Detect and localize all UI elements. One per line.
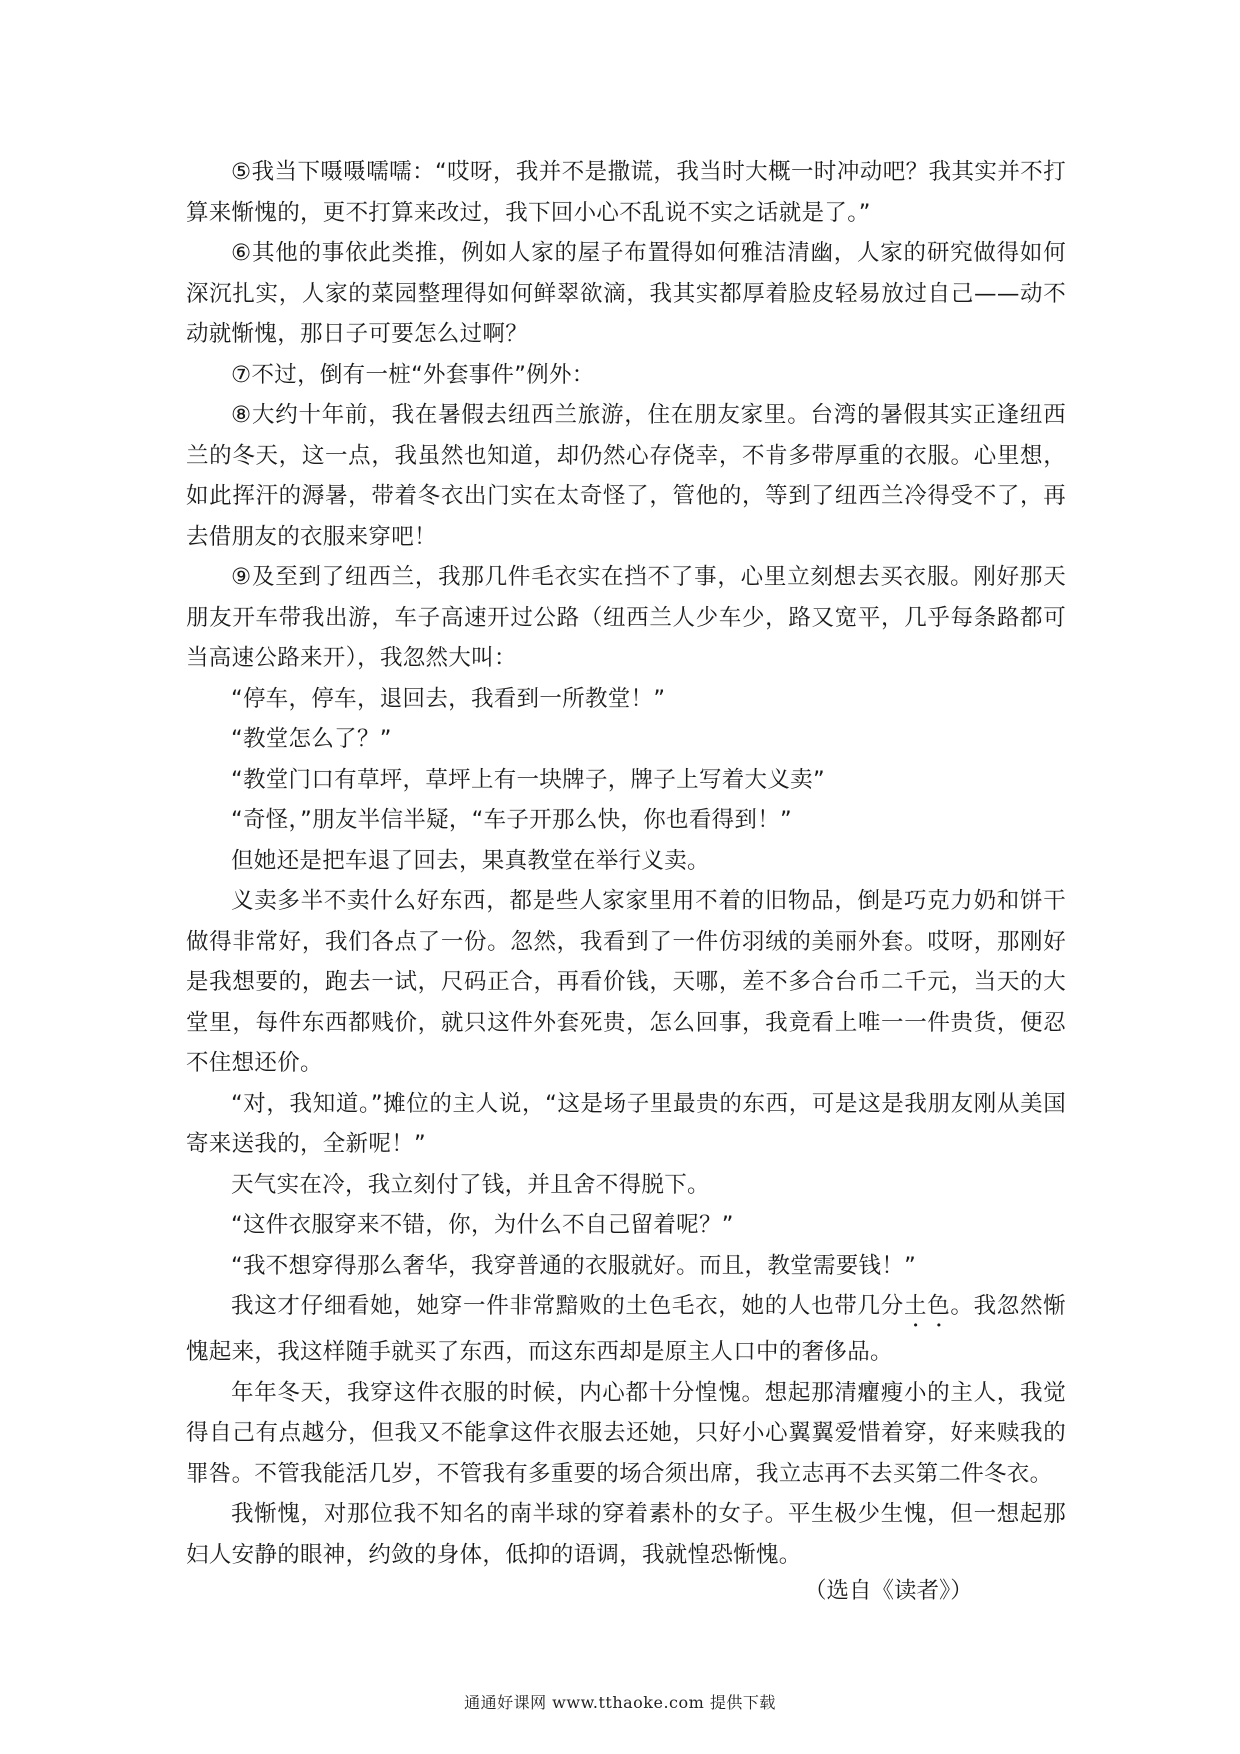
paragraph-text: 我这才仔细看她，她穿一件非常黯败的土色毛衣，她的人也带几分	[231, 1293, 904, 1319]
dialogue-line: “停车，停车，退回去，我看到一所教堂！”	[231, 685, 666, 712]
dialogue-line: “我不想穿得那么奢华，我穿普通的衣服就好。而且，教堂需要钱！”	[231, 1252, 917, 1279]
paragraph-9: ⑨及至到了纽西兰，我那几件毛衣实在挡不了事，心里立刻想去买衣服。刚好那天朋友开车带我出游，车子高速开过公路（纽西兰人少车少，路又宽平，几乎每条路都可当高速公路来开），我忽然大叫：	[186, 564, 1066, 671]
paragraph: 天气实在冷，我立刻付了钱，并且舍不得脱下。	[231, 1171, 710, 1198]
paragraph-5: ⑤我当下嗫嗫嚅嚅：“哎呀，我并不是撒谎，我当时大概一时冲动吧？我其实并不打算来惭愧的，更不打算来改过，我下回小心不乱说不实之话就是了。”	[186, 159, 1066, 226]
dialogue-line: “教堂怎么了？”	[231, 726, 392, 752]
emphasized-word: 土色	[903, 1293, 951, 1319]
dialogue-line: “教堂门口有草坪，草坪上有一块牌子，牌子上写着大义卖”	[231, 766, 825, 793]
dialogue-line: “这件衣服穿来不错，你，为什么不自己留着呢？”	[231, 1212, 734, 1238]
paragraph-8: ⑧大约十年前，我在暑假去纽西兰旅游，住在朋友家里。台湾的暑假其实正逢纽西兰的冬天，这一点，我虽然也知道，却仍然心存侥幸，不肯多带厚重的衣服。心里想，如此挥汗的溽暑，带着冬衣出门实在太奇怪了，管他的，等到了纽西兰冷得受不了，再去借朋友的衣服来穿吧！	[186, 402, 1066, 550]
dialogue-line: “对，我知道。”摊位的主人说，“这是场子里最贵的东西，可是这是我朋友刚从美国寄来送我的，全新呢！”	[186, 1090, 1066, 1157]
paragraph: 年年冬天，我穿这件衣服的时候，内心都十分惶愧。想起那清癯瘦小的主人，我觉得自己有点越分，但我又不能拿这件衣服去还她，只好小心翼翼爱惜着穿，好来赎我的罪咎。不管我能活几岁，不管我有多重要的场合须出席，我立志再不去买第二件冬衣。	[186, 1379, 1066, 1487]
paragraph-emphasis	[186, 1286, 1066, 1373]
article-body	[186, 152, 1066, 1575]
paragraph: 义卖多半不卖什么好东西，都是些人家家里用不着的旧物品，倒是巧克力奶和饼干做得非常好，我们各点了一份。忽然，我看到了一件仿羽绒的美丽外套。哎呀，那刚好是我想要的，跑去一试，尺码正合，再看价钱，天哪，差不多合台币二千元，当天的大堂里，每件东西都贱价，就只这件外套死贵，怎么回事，我竟看上唯一一件贵货，便忍不住想还价。	[186, 888, 1066, 1076]
paragraph-6: ⑥其他的事依此类推，例如人家的屋子布置得如何雅洁清幽，人家的研究做得如何深沉扎实，人家的菜园整理得如何鲜翠欲滴，我其实都厚着脸皮轻易放过自己——动不动就惭愧，那日子可要怎么过啊？	[186, 240, 1066, 347]
closing-paragraph: 我惭愧，对那位我不知名的南半球的穿着素朴的女子。平生极少生愧，但一想起那妇人安静的眼神，约敛的身体，低抑的语调，我就惶恐惭愧。	[186, 1501, 1066, 1568]
paragraph: 但她还是把车退了回去，果真教堂在举行义卖。	[231, 847, 710, 874]
paragraph-text: 。我忽然惭愧起来，我这样随手就买了东西，而这东西却是原主人口中的奢侈品。	[186, 1293, 1066, 1365]
dialogue-line: “奇怪，”朋友半信半疑，“车子开那么快，你也看得到！”	[231, 807, 792, 833]
paragraph-7: ⑦不过，倒有一桩“外套事件”例外：	[231, 361, 595, 388]
page-footer: 通通好课网 www.tthaoke.com 提供下载	[464, 1693, 776, 1712]
source-citation: （选自《读者》）	[804, 1578, 973, 1604]
